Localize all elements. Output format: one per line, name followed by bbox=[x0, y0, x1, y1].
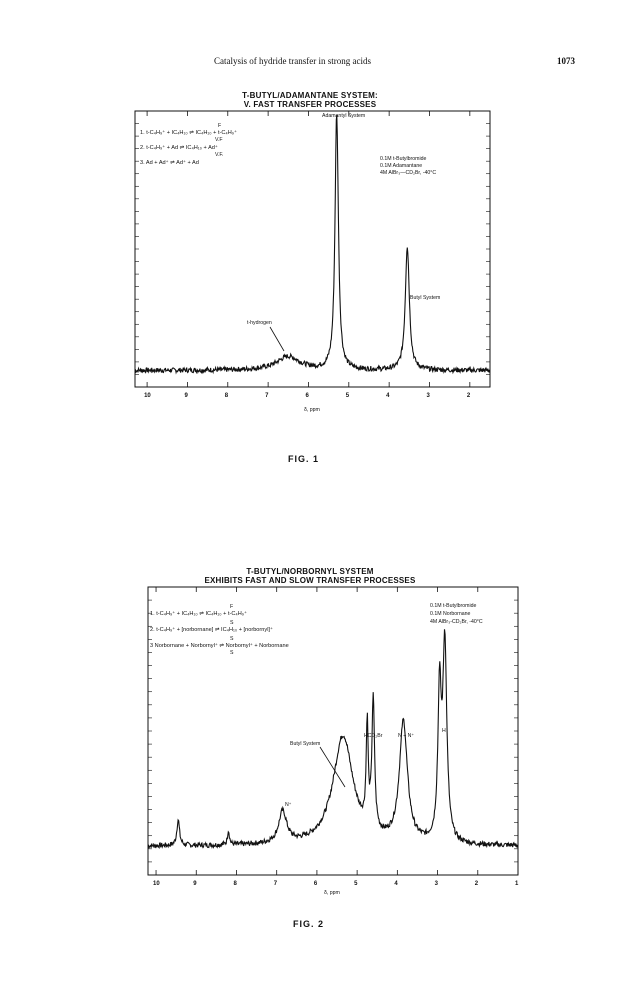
figure1-rate-label-1: F bbox=[218, 123, 222, 129]
figure1-annotation-t-hydrogen: t-hydrogen bbox=[247, 320, 272, 326]
figure2-caption: FIG. 2 bbox=[293, 919, 325, 929]
figure2-title-line2: EXHIBITS FAST AND SLOW TRANSFER PROCESSES bbox=[204, 576, 416, 585]
figure2-condition-2: 0.1M Norbornane bbox=[430, 611, 471, 617]
x-tick-label: 7 bbox=[273, 881, 278, 887]
x-tick-label: 1 bbox=[515, 881, 519, 887]
x-tick-label: 4 bbox=[386, 393, 390, 399]
x-tick-label: 9 bbox=[184, 393, 188, 399]
x-tick-label: 8 bbox=[233, 881, 237, 887]
figure2-tick-labels bbox=[153, 881, 519, 887]
figure2-reaction-1: 1. t-C₄H₉⁺ + IC₄H₁₀ ⇌ IC₄H₁₀ + t-C₄H₉⁺ bbox=[150, 611, 247, 617]
figure2-annotation-n-pair: N + N⁺ bbox=[398, 733, 415, 739]
figure2-rate-label-4: S bbox=[230, 650, 234, 656]
figure2-reaction-2: 2. t-C₄H₉⁺ + [norbornane] ⇌ IC₄H₁₀ + [norbornyl]⁺ bbox=[150, 627, 273, 633]
x-tick-label: 2 bbox=[466, 393, 471, 399]
figure1-title-line2: V. FAST TRANSFER PROCESSES bbox=[243, 100, 377, 109]
x-tick-label: 7 bbox=[265, 393, 269, 399]
figure1-caption: FIG. 1 bbox=[288, 454, 320, 464]
figure2-rate-label-1: F bbox=[230, 604, 234, 610]
x-tick-label: 5 bbox=[354, 881, 358, 887]
figure1-tick-labels bbox=[144, 393, 471, 399]
figure2-annotation-butyl: Butyl System bbox=[290, 741, 321, 747]
figure2-rate-label-3: S bbox=[230, 636, 234, 642]
figure1-condition-1: 0.1M t-Butylbromide bbox=[380, 156, 427, 162]
figure1-annotation-butyl: Butyl System bbox=[410, 295, 441, 301]
running-head: Catalysis of hydride transfer in strong acids bbox=[214, 56, 371, 66]
figure2-condition-3: 4M AlBr₃-CD₂Br, -40°C bbox=[430, 619, 483, 625]
figure2-title-line1: T-BUTYL/NORBORNYL SYSTEM bbox=[246, 567, 374, 576]
x-tick-label: 8 bbox=[224, 393, 229, 399]
page-number: 1073 bbox=[557, 56, 575, 66]
x-tick-label: 5 bbox=[345, 393, 350, 399]
x-tick-label: 6 bbox=[305, 393, 309, 399]
figure2-condition-1: 0.1M t-Butylbromide bbox=[430, 603, 477, 609]
figure1-frame bbox=[135, 111, 490, 387]
x-tick-label: 4 bbox=[394, 881, 398, 887]
figure1-rate-label-2: V.F bbox=[215, 137, 223, 143]
x-tick-label: 2 bbox=[474, 881, 479, 887]
figure1-ticks bbox=[135, 111, 490, 387]
figure1-title-line1: T-BUTYL/ADAMANTANE SYSTEM: bbox=[242, 91, 378, 100]
figure1-spectrum bbox=[120, 108, 500, 428]
x-tick-label: 3 bbox=[426, 393, 430, 399]
x-tick-label: 3 bbox=[434, 881, 438, 887]
figure1-xlabel: δ, ppm bbox=[304, 407, 320, 413]
figure1-condition-3: 4M AlBr₃—CD₂Br, -40°C bbox=[380, 170, 437, 176]
x-tick-label: 10 bbox=[153, 881, 160, 887]
figure2-annotation-hcd2br: HCD₂Br bbox=[364, 733, 383, 739]
figure1-reaction-2: 2. t-C₄H₉⁺ + Ad ⇌ IC₄H₁₀ + Ad⁺ bbox=[140, 145, 218, 151]
figure2-spectrum bbox=[140, 584, 530, 900]
figure1-t-hydrogen-pointer bbox=[270, 327, 284, 351]
figure2-reaction-3: 3 Norbornane + Norbornyl⁺ ⇌ Norbornyl⁺ + Norbornane bbox=[150, 643, 289, 649]
figure2-xlabel: δ, ppm bbox=[324, 890, 340, 896]
figure1-nmr-trace bbox=[135, 115, 490, 372]
x-tick-label: 10 bbox=[144, 393, 151, 399]
figure1-rate-label-3: V.F. bbox=[215, 152, 224, 158]
figure2-rate-label-2: S bbox=[230, 620, 234, 626]
figure1-condition-2: 0.1M Adamantane bbox=[380, 163, 423, 169]
figure2-annotation-h: H bbox=[442, 728, 446, 734]
figure1-annotation-adamantyl: Adamantyl System bbox=[322, 113, 366, 119]
figure2-nmr-trace bbox=[148, 629, 518, 847]
x-tick-label: 6 bbox=[313, 881, 318, 887]
figure2-annotation-n-plus: N⁺ bbox=[285, 802, 292, 808]
figure1-reaction-1: 1. t-C₄H₉⁺ + IC₄H₁₀ ⇌ IC₄H₁₀ + t-C₄H₉⁺ bbox=[140, 130, 237, 136]
x-tick-label: 9 bbox=[193, 881, 197, 887]
figure1-reaction-3: 3. Ad + Ad⁺ ⇌ Ad⁺ + Ad bbox=[140, 160, 199, 166]
